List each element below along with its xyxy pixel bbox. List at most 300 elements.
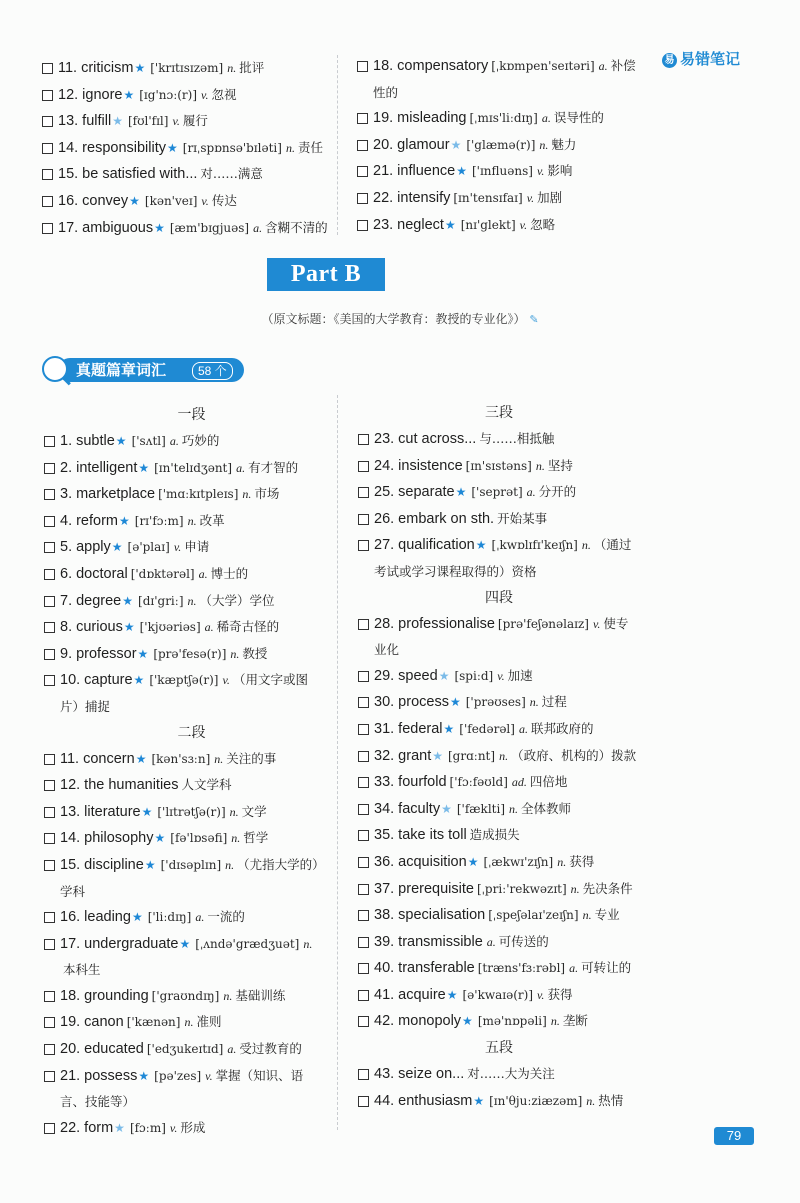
vocab-entry bbox=[358, 716, 639, 743]
entry-number: 19. bbox=[60, 1014, 81, 1031]
chinese-meaning: 使专业化 bbox=[374, 615, 629, 658]
chinese-meaning: 批评 bbox=[239, 60, 265, 75]
vocab-word: marketplace bbox=[76, 486, 156, 503]
part-of-speech: n. bbox=[223, 988, 233, 1003]
vocab-entry bbox=[358, 796, 639, 823]
checkbox-icon[interactable] bbox=[358, 857, 369, 868]
entry-number: 2. bbox=[60, 459, 73, 476]
phonetic: [nɪ'glekt] bbox=[460, 217, 516, 232]
top-left-list bbox=[42, 55, 342, 241]
checkbox-icon[interactable] bbox=[44, 596, 55, 607]
vocab-word: possess bbox=[84, 1067, 138, 1084]
part-of-speech: a. bbox=[227, 1042, 237, 1057]
chinese-meaning: 获得 bbox=[569, 853, 595, 869]
checkbox-icon[interactable] bbox=[358, 963, 369, 974]
star-icon: ★ bbox=[133, 673, 145, 688]
part-of-speech: n. bbox=[539, 137, 549, 152]
phonetic: ['fɔːfəʊld] bbox=[449, 775, 508, 790]
vocab-word: acquisition bbox=[398, 853, 467, 870]
star-icon: ★ bbox=[473, 1093, 485, 1108]
vocab-entry bbox=[42, 188, 343, 215]
checkbox-icon[interactable] bbox=[44, 939, 55, 950]
vocab-word: canon bbox=[84, 1014, 124, 1031]
vocab-word: professor bbox=[76, 645, 137, 662]
checkbox-icon[interactable] bbox=[44, 516, 55, 527]
phonetic: ['dɪsəplɪn] bbox=[160, 857, 222, 872]
chinese-meaning: 联邦政府的 bbox=[530, 720, 594, 736]
phonetic: [ɪg'nɔː(r)] bbox=[139, 87, 198, 102]
part-of-speech: n. bbox=[303, 936, 313, 951]
checkbox-icon[interactable] bbox=[358, 1016, 369, 1027]
vocab-entry bbox=[44, 772, 325, 799]
entry-number: 6. bbox=[60, 565, 73, 582]
vocab-entry bbox=[358, 1008, 639, 1035]
checkbox-icon[interactable] bbox=[42, 90, 53, 101]
chinese-meaning: 掌握（知识、语言、技能等） bbox=[60, 1067, 304, 1110]
checkbox-icon[interactable] bbox=[44, 991, 55, 1002]
left-column bbox=[44, 402, 339, 1141]
part-of-speech: a. bbox=[569, 961, 579, 976]
chinese-meaning: （通过考试或学习课程取得的）资格 bbox=[374, 537, 632, 579]
checkbox-icon[interactable] bbox=[358, 910, 369, 921]
chinese-meaning: 申请 bbox=[184, 539, 210, 555]
vocab-entry bbox=[44, 1115, 325, 1142]
star-icon: ★ bbox=[112, 114, 123, 129]
part-of-speech: v. bbox=[497, 668, 505, 683]
vocab-word: intensify bbox=[397, 189, 451, 206]
vocab-word: leading bbox=[84, 909, 131, 926]
star-icon: ★ bbox=[450, 137, 462, 152]
vocab-entry bbox=[358, 902, 639, 929]
vocab-word: separate bbox=[398, 484, 455, 501]
star-icon: ★ bbox=[137, 646, 149, 661]
star-icon: ★ bbox=[179, 936, 191, 951]
part-of-speech: n. bbox=[499, 748, 509, 763]
vocab-entry bbox=[358, 876, 639, 903]
entry-number: 17. bbox=[60, 935, 81, 952]
star-icon: ★ bbox=[462, 1014, 473, 1029]
phonetic: [ˌmɪs'liːdɪŋ] bbox=[469, 111, 538, 126]
phonetic: ['graʊndɪŋ] bbox=[151, 988, 220, 1003]
checkbox-icon[interactable] bbox=[44, 622, 55, 633]
checkbox-icon[interactable] bbox=[358, 540, 369, 551]
checkbox-icon[interactable] bbox=[358, 1096, 369, 1107]
entry-number: 37. bbox=[374, 880, 395, 897]
part-of-speech: n. bbox=[214, 751, 224, 766]
phonetic: [ɪn'telɪdʒənt] bbox=[154, 460, 233, 475]
star-icon: ★ bbox=[123, 87, 135, 102]
checkbox-icon[interactable] bbox=[358, 697, 369, 708]
chinese-meaning: （用文字或图片）捕捉 bbox=[60, 672, 308, 714]
checkbox-icon[interactable] bbox=[357, 113, 368, 124]
chinese-meaning: 有才智的 bbox=[248, 459, 299, 475]
checkbox-icon[interactable] bbox=[44, 569, 55, 580]
entry-number: 36. bbox=[374, 853, 395, 870]
star-icon: ★ bbox=[438, 668, 450, 683]
source-title bbox=[0, 310, 800, 327]
section-heading-4: 四段 bbox=[485, 589, 513, 606]
checkbox-icon[interactable] bbox=[358, 671, 369, 682]
phonetic: [ə'kwaɪə(r)] bbox=[462, 987, 533, 1002]
chinese-meaning: 文学 bbox=[241, 803, 267, 819]
vocab-entry bbox=[44, 983, 325, 1010]
star-icon: ★ bbox=[135, 751, 147, 766]
part-of-speech: v. bbox=[173, 540, 182, 555]
checkbox-icon[interactable] bbox=[358, 830, 369, 841]
vocab-word: cut across... bbox=[398, 431, 477, 447]
entry-number: 9. bbox=[60, 645, 73, 662]
chinese-meaning: 加速 bbox=[507, 667, 533, 683]
checkbox-icon[interactable] bbox=[357, 166, 368, 177]
star-icon: ★ bbox=[475, 538, 487, 553]
vocab-entry bbox=[357, 212, 638, 239]
checkbox-icon[interactable] bbox=[358, 1069, 369, 1080]
entry-number: 35. bbox=[374, 827, 395, 844]
checkbox-icon[interactable] bbox=[358, 937, 369, 948]
part-of-speech: n. bbox=[509, 801, 519, 816]
vocab-word: discipline bbox=[84, 856, 144, 873]
chinese-meaning: 教授 bbox=[242, 645, 268, 661]
vocab-entry bbox=[44, 746, 325, 773]
checkbox-icon[interactable] bbox=[358, 804, 369, 815]
star-icon: ★ bbox=[131, 910, 143, 925]
chinese-meaning: 忽视 bbox=[211, 86, 237, 102]
vocab-word: embark on sth. bbox=[398, 510, 495, 527]
section-5-list bbox=[358, 1061, 640, 1114]
part-of-speech: a. bbox=[236, 460, 246, 475]
star-icon: ★ bbox=[119, 513, 130, 528]
checkbox-icon[interactable] bbox=[44, 463, 55, 474]
pen-icon: ✎ bbox=[529, 313, 539, 326]
vocab-word: federal bbox=[398, 720, 443, 737]
chinese-meaning: 含糊不清的 bbox=[265, 219, 328, 235]
vocab-entry bbox=[357, 105, 638, 132]
vocab-entry bbox=[44, 904, 325, 931]
checkbox-icon[interactable] bbox=[44, 1017, 55, 1028]
part-of-speech: n. bbox=[535, 458, 545, 473]
checkbox-icon[interactable] bbox=[358, 514, 369, 525]
vocab-word: subtle bbox=[76, 433, 115, 449]
vocab-entry bbox=[42, 82, 343, 109]
checkbox-icon[interactable] bbox=[44, 754, 55, 765]
checkbox-icon[interactable] bbox=[44, 489, 55, 500]
checkbox-icon[interactable] bbox=[357, 193, 368, 204]
vocab-word: process bbox=[398, 694, 449, 711]
chinese-meaning: 忽略 bbox=[530, 216, 556, 232]
vocab-entry bbox=[357, 132, 638, 159]
star-icon: ★ bbox=[144, 857, 156, 872]
part-of-speech: v. bbox=[222, 673, 230, 688]
entry-number: 7. bbox=[60, 592, 73, 609]
checkbox-icon[interactable] bbox=[44, 436, 55, 447]
magnifier-icon bbox=[42, 356, 68, 382]
chinese-meaning: （大学）学位 bbox=[199, 592, 275, 608]
star-icon: ★ bbox=[115, 434, 127, 448]
section-3-list bbox=[358, 426, 640, 585]
vocab-banner bbox=[42, 356, 242, 384]
part-of-speech: a. bbox=[598, 59, 608, 73]
vocab-entry bbox=[44, 481, 325, 508]
vocab-entry bbox=[44, 1036, 325, 1063]
star-icon: ★ bbox=[167, 140, 178, 155]
vocab-entry bbox=[44, 641, 325, 668]
vocab-entry bbox=[358, 479, 639, 506]
star-icon: ★ bbox=[129, 193, 140, 208]
chinese-meaning: 传达 bbox=[211, 192, 237, 208]
checkbox-icon[interactable] bbox=[358, 487, 369, 498]
entry-number: 40. bbox=[374, 960, 395, 977]
chinese-meaning: 加剧 bbox=[537, 189, 563, 205]
part-of-speech: n. bbox=[581, 538, 591, 553]
vocab-word: doctoral bbox=[76, 565, 128, 582]
checkbox-icon[interactable] bbox=[44, 649, 55, 660]
chinese-meaning: 补偿性的 bbox=[373, 58, 636, 100]
chinese-meaning: 先决条件 bbox=[582, 880, 633, 896]
chinese-meaning: 对……大为关注 bbox=[467, 1066, 555, 1082]
phonetic: [ˌækwɪ'zɪʃn] bbox=[483, 854, 554, 869]
checkbox-icon[interactable] bbox=[44, 1071, 55, 1082]
vocab-entry bbox=[44, 852, 325, 904]
star-icon: ★ bbox=[138, 460, 150, 475]
phonetic: ['ɪnfluəns] bbox=[471, 164, 533, 179]
part-of-speech: a. bbox=[195, 910, 205, 925]
chinese-meaning: 四倍地 bbox=[529, 774, 568, 790]
vocab-word: misleading bbox=[397, 110, 467, 127]
checkbox-icon[interactable] bbox=[42, 116, 53, 127]
checkbox-icon[interactable] bbox=[42, 223, 53, 234]
phonetic: [fɔːm] bbox=[129, 1120, 166, 1135]
vocab-word: faculty bbox=[398, 800, 441, 817]
vocab-word: fulfill bbox=[82, 113, 112, 130]
vocab-word: intelligent bbox=[76, 459, 138, 476]
part-of-speech: n. bbox=[557, 854, 567, 869]
banner-title: 真题篇章词汇 bbox=[76, 361, 167, 379]
top-column-divider bbox=[337, 55, 338, 235]
entry-number: 30. bbox=[374, 694, 395, 711]
phonetic: ['kjʊəriəs] bbox=[139, 620, 201, 635]
vocab-entry bbox=[357, 53, 638, 105]
checkbox-icon[interactable] bbox=[358, 724, 369, 735]
checkbox-icon[interactable] bbox=[357, 220, 368, 231]
checkbox-icon[interactable] bbox=[44, 807, 55, 818]
star-icon: ★ bbox=[441, 801, 452, 816]
chinese-meaning: 关注的事 bbox=[226, 750, 277, 766]
section-heading-1: 一段 bbox=[177, 407, 206, 423]
phonetic: ['krɪtɪsɪzəm] bbox=[150, 61, 224, 75]
checkbox-icon[interactable] bbox=[357, 61, 368, 72]
part-of-speech: a. bbox=[518, 721, 528, 736]
checkbox-icon[interactable] bbox=[358, 990, 369, 1001]
phonetic: [prə'feʃənəlaɪz] bbox=[497, 616, 589, 631]
vocab-word: capture bbox=[84, 672, 133, 689]
entry-number: 16. bbox=[60, 909, 81, 926]
part-of-speech: v. bbox=[536, 164, 545, 179]
vocab-word: concern bbox=[83, 750, 135, 767]
part-of-speech: n. bbox=[550, 1014, 560, 1029]
entry-number: 26. bbox=[374, 510, 395, 527]
chinese-meaning: 哲学 bbox=[243, 830, 269, 846]
chinese-meaning: （政府、机构的）拨款 bbox=[511, 747, 637, 763]
part-of-speech: a. bbox=[253, 220, 263, 235]
phonetic: [ɪn'sɪstəns] bbox=[465, 458, 532, 473]
logo-text: 易错笔记 bbox=[680, 50, 741, 68]
vocab-entry bbox=[42, 161, 343, 188]
logo-mark-icon: 易 bbox=[662, 53, 677, 68]
vocab-entry bbox=[358, 689, 639, 716]
entry-number: 38. bbox=[374, 907, 395, 924]
entry-number: 21. bbox=[373, 163, 394, 180]
vocab-entry bbox=[358, 849, 639, 876]
phonetic: ['kæptʃə(r)] bbox=[149, 673, 219, 688]
section-2-list bbox=[44, 746, 339, 1142]
vocab-entry bbox=[44, 667, 325, 719]
entry-number: 15. bbox=[58, 166, 79, 183]
phonetic: [rɪ'fɔːm] bbox=[134, 513, 184, 528]
star-icon: ★ bbox=[467, 854, 479, 869]
part-of-speech: n. bbox=[242, 487, 252, 502]
star-icon: ★ bbox=[138, 1068, 150, 1083]
chinese-meaning: 市场 bbox=[254, 486, 280, 502]
entry-number: 43. bbox=[374, 1066, 395, 1083]
chinese-meaning: 一流的 bbox=[207, 909, 245, 925]
star-icon: ★ bbox=[141, 804, 153, 819]
vocab-entry bbox=[42, 135, 343, 162]
vocab-entry bbox=[358, 769, 639, 796]
star-icon: ★ bbox=[455, 485, 467, 500]
entry-number: 14. bbox=[60, 830, 81, 847]
vocab-word: reform bbox=[76, 512, 118, 529]
vocab-word: monopoly bbox=[398, 1013, 462, 1030]
vocab-entry bbox=[44, 1009, 325, 1036]
phonetic: [dɪ'griː] bbox=[138, 593, 184, 608]
entry-number: 3. bbox=[60, 486, 73, 503]
chinese-meaning: 稀奇古怪的 bbox=[216, 619, 280, 635]
star-icon: ★ bbox=[154, 831, 166, 846]
part-of-speech: a. bbox=[204, 620, 214, 635]
chinese-meaning: （尤指大学的）学科 bbox=[60, 856, 325, 899]
vocab-word: responsibility bbox=[82, 139, 166, 156]
vocab-entry bbox=[358, 1061, 639, 1088]
part-of-speech: a. bbox=[486, 934, 496, 949]
checkbox-icon[interactable] bbox=[44, 912, 55, 923]
phonetic: [træns'fɜːrəbl] bbox=[477, 961, 566, 976]
checkbox-icon[interactable] bbox=[44, 1123, 55, 1134]
vocab-entry bbox=[358, 532, 639, 584]
entry-number: 44. bbox=[374, 1092, 395, 1109]
entry-number: 20. bbox=[373, 136, 394, 153]
page-number: 79 bbox=[714, 1127, 754, 1145]
vocab-word: professionalise bbox=[398, 615, 495, 632]
chinese-meaning: 与……相抵触 bbox=[479, 431, 555, 446]
part-of-speech: n. bbox=[187, 593, 197, 608]
vocab-entry bbox=[44, 508, 325, 535]
phonetic: ['sʌtl] bbox=[131, 434, 166, 448]
entry-number: 22. bbox=[60, 1119, 81, 1136]
vocab-word: ignore bbox=[82, 86, 123, 103]
star-icon: ★ bbox=[114, 1120, 125, 1135]
chinese-meaning: 受过教育的 bbox=[239, 1041, 302, 1057]
chinese-meaning: 坚持 bbox=[547, 457, 573, 473]
checkbox-icon[interactable] bbox=[44, 780, 55, 791]
checkbox-icon[interactable] bbox=[358, 751, 369, 762]
phonetic: [fə'lɒsəfi] bbox=[170, 831, 228, 846]
vocab-entry bbox=[358, 982, 639, 1009]
checkbox-icon[interactable] bbox=[357, 140, 368, 151]
phonetic: [ɪn'θjuːziæzəm] bbox=[489, 1093, 583, 1108]
checkbox-icon[interactable] bbox=[44, 833, 55, 844]
entry-number: 28. bbox=[374, 615, 395, 632]
checkbox-icon[interactable] bbox=[358, 434, 369, 445]
section-heading-2: 二段 bbox=[177, 724, 206, 741]
vocab-entry bbox=[44, 799, 325, 826]
vocab-word: influence bbox=[397, 163, 456, 180]
vocab-word: curious bbox=[76, 619, 123, 636]
vocab-entry bbox=[358, 822, 639, 849]
star-icon: ★ bbox=[432, 748, 443, 763]
vocab-word: take its toll bbox=[398, 827, 467, 844]
vocab-entry bbox=[358, 506, 639, 533]
checkbox-icon[interactable] bbox=[358, 884, 369, 895]
checkbox-icon[interactable] bbox=[44, 1044, 55, 1055]
source-title-text: （原文标题：《美国的大学教育：教授的专业化》） bbox=[261, 312, 526, 326]
checkbox-icon[interactable] bbox=[42, 143, 53, 154]
entry-number: 24. bbox=[374, 457, 395, 474]
checkbox-icon[interactable] bbox=[44, 542, 55, 553]
vocab-word: educated bbox=[84, 1041, 144, 1058]
entry-number: 27. bbox=[374, 537, 395, 554]
part-of-speech: n. bbox=[230, 646, 240, 661]
vocab-word: transferable bbox=[398, 960, 475, 977]
vocab-entry bbox=[358, 611, 639, 663]
section-1-list bbox=[44, 428, 339, 720]
phonetic: [pə'zes] bbox=[154, 1068, 202, 1083]
checkbox-icon[interactable] bbox=[42, 196, 53, 207]
checkbox-icon[interactable] bbox=[42, 63, 53, 74]
entry-number: 33. bbox=[374, 774, 395, 791]
checkbox-icon[interactable] bbox=[358, 777, 369, 788]
checkbox-icon[interactable] bbox=[44, 675, 55, 686]
checkbox-icon[interactable] bbox=[42, 169, 53, 180]
phonetic: [ɪn'tensɪfaɪ] bbox=[453, 190, 523, 205]
vocab-entry bbox=[358, 743, 639, 770]
entry-number: 20. bbox=[60, 1041, 81, 1058]
phonetic: ['fæklti] bbox=[456, 801, 506, 816]
chinese-meaning: 影响 bbox=[547, 163, 573, 179]
phonetic: [prə'fesə(r)] bbox=[153, 646, 227, 661]
star-icon: ★ bbox=[111, 540, 123, 555]
checkbox-icon[interactable] bbox=[44, 860, 55, 871]
phonetic: [ˌkɒmpen'seɪtəri] bbox=[491, 59, 595, 73]
chinese-meaning: 热情 bbox=[598, 1092, 624, 1108]
entry-number: 1. bbox=[60, 433, 73, 449]
phonetic: ['dɒktərəl] bbox=[130, 566, 195, 581]
vocab-entry bbox=[357, 158, 638, 185]
part-of-speech: v. bbox=[592, 616, 601, 631]
vocab-word: fourfold bbox=[398, 774, 447, 791]
section-heading-3: 三段 bbox=[485, 405, 513, 421]
phonetic: [kən'veɪ] bbox=[144, 193, 198, 208]
entry-number: 22. bbox=[373, 189, 394, 206]
entry-number: 16. bbox=[58, 192, 79, 209]
checkbox-icon[interactable] bbox=[358, 461, 369, 472]
star-icon: ★ bbox=[446, 987, 458, 1002]
entry-number: 21. bbox=[60, 1067, 81, 1084]
entry-number: 8. bbox=[60, 619, 73, 636]
chinese-meaning: 形成 bbox=[180, 1119, 206, 1135]
entry-number: 11. bbox=[58, 60, 78, 76]
part-of-speech: v. bbox=[205, 1068, 213, 1083]
checkbox-icon[interactable] bbox=[358, 619, 369, 630]
